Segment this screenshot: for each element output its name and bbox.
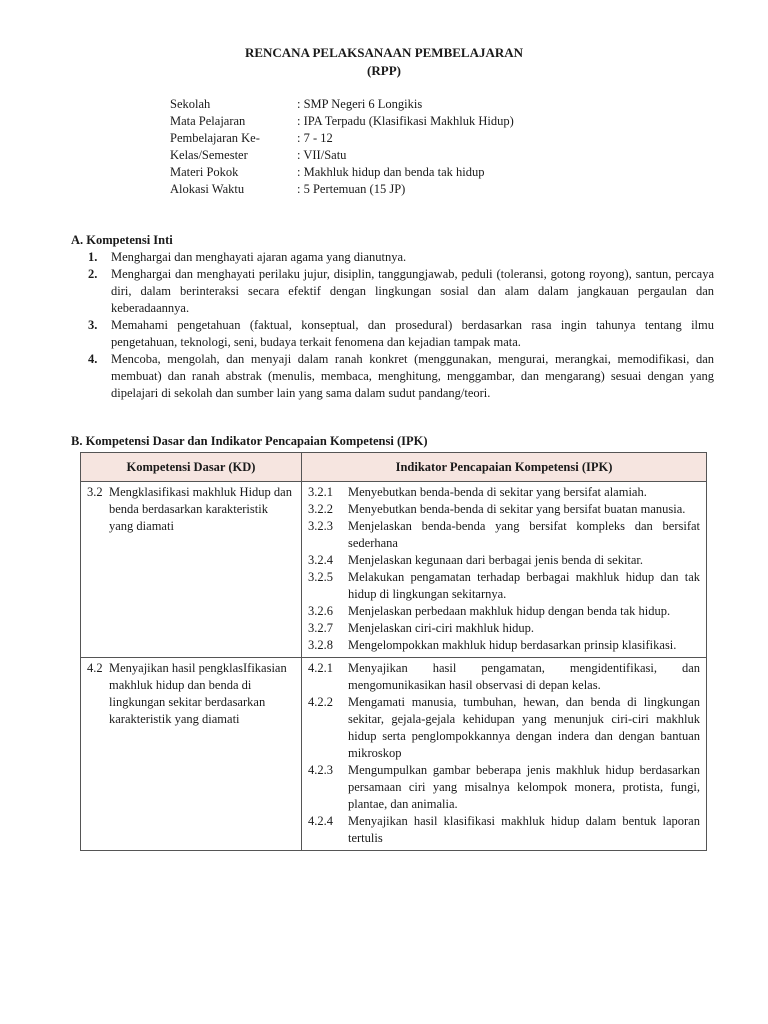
ipk-item — [308, 620, 700, 637]
ipk-item — [308, 660, 700, 694]
ipk-text: Menjelaskan ciri-ciri makhluk hidup. — [348, 621, 535, 635]
ipk-number: 4.2.2 — [308, 695, 333, 709]
list-item-number: 2. — [88, 267, 98, 281]
ipk-text: Mengamati manusia, tumbuhan, hewan, dan benda di lingkungan sekitar, gejala-gejala kehidupan yang menunjuk ciri-ciri makhluk hidup serta penglompokkannya dengan indera dan dengan bantuan mikroskop — [348, 695, 700, 760]
list-item-text: Menghargai dan menghayati perilaku jujur, disiplin, tanggungjawab, peduli (toleransi, gotong royong), santun, percaya diri, dalam berinteraksi secara efektif dengan lingkungan sosial dan alam dalam jangkauan pergaulan dan keberadaannya. — [111, 267, 714, 315]
identity-row — [170, 130, 514, 147]
ipk-item — [308, 694, 700, 762]
list-item-text: Menghargai dan menghayati ajaran agama yang dianutnya. — [111, 250, 407, 264]
table-row — [81, 658, 707, 851]
document-subtitle: (RPP) — [367, 63, 401, 78]
list-item — [88, 266, 714, 317]
kd-text: Mengklasifikasi makhluk Hidup dan benda berdasarkan karakteristik yang diamati — [109, 485, 292, 533]
kd-text: Menyajikan hasil pengklasIfikasian makhluk hidup dan benda di lingkungan sekitar berdasarkan karakteristik yang diamati — [109, 661, 287, 726]
identity-value: : SMP Negeri 6 Longikis — [297, 97, 423, 111]
identity-block — [170, 96, 514, 198]
ipk-number: 3.2.6 — [308, 604, 333, 618]
ipk-item — [308, 518, 700, 552]
ipk-number: 3.2.5 — [308, 570, 333, 584]
ipk-item — [308, 552, 700, 569]
list-item — [88, 317, 714, 351]
ipk-text: Menyajikan hasil klasifikasi makhluk hidup dalam bentuk laporan tertulis — [348, 814, 700, 845]
ipk-number: 3.2.8 — [308, 638, 333, 652]
identity-row — [170, 96, 514, 113]
ipk-text: Menjelaskan kegunaan dari berbagai jenis benda di sekitar. — [348, 553, 644, 567]
ipk-item — [308, 813, 700, 847]
identity-row — [170, 147, 514, 164]
identity-value: : 7 - 12 — [297, 131, 333, 145]
identity-label: Sekolah — [170, 97, 211, 111]
table-row — [81, 482, 707, 658]
list-item-number: 4. — [88, 352, 98, 366]
identity-label: Alokasi Waktu — [170, 182, 245, 196]
ipk-number: 4.2.1 — [308, 661, 333, 675]
list-item-text: Memahami pengetahuan (faktual, konseptual, dan prosedural) berdasarkan rasa ingin tahunya tentang ilmu pengetahuan, teknologi, seni, budaya terkait fenomena dan kejadian tampak mata. — [111, 318, 714, 349]
table-header-row — [81, 453, 707, 482]
ipk-text: Menjelaskan perbedaan makhluk hidup dengan benda tak hidup. — [348, 604, 671, 618]
column-header-kd: Kompetensi Dasar (KD) — [81, 453, 302, 482]
document-title: RENCANA PELAKSANAAN PEMBELAJARAN — [244, 45, 524, 60]
ipk-number: 3.2.3 — [308, 519, 333, 533]
identity-value: : Makhluk hidup dan benda tak hidup — [297, 165, 485, 179]
identity-row — [170, 164, 514, 181]
ipk-item — [308, 603, 700, 620]
identity-row — [170, 181, 514, 198]
identity-value: : IPA Terpadu (Klasifikasi Makhluk Hidup) — [297, 114, 514, 128]
identity-row — [170, 113, 514, 130]
identity-label: Materi Pokok — [170, 165, 239, 179]
ipk-text: Menjelaskan benda-benda yang bersifat kompleks dan bersifat sederhana — [348, 519, 700, 550]
ipk-number: 3.2.4 — [308, 553, 333, 567]
ipk-text: Menyebutkan benda-benda di sekitar yang bersifat alamiah. — [348, 485, 647, 499]
kd-ipk-table — [80, 452, 707, 851]
ipk-number: 3.2.1 — [308, 485, 333, 499]
kd-number: 3.2 — [87, 485, 103, 499]
kd-cell — [81, 482, 302, 658]
ipk-text: Menyebutkan benda-benda di sekitar yang bersifat buatan manusia. — [348, 502, 686, 516]
ipk-cell — [302, 658, 707, 851]
list-item — [88, 351, 714, 402]
identity-value: : 5 Pertemuan (15 JP) — [297, 182, 406, 196]
ipk-item — [308, 637, 700, 654]
identity-label: Kelas/Semester — [170, 148, 248, 162]
list-item-number: 3. — [88, 318, 98, 332]
ipk-number: 4.2.4 — [308, 814, 333, 828]
ipk-item — [308, 484, 700, 501]
section-b-heading: B. Kompetensi Dasar dan Indikator Pencapaian Kompetensi (IPK) — [71, 434, 428, 448]
column-header-ipk: Indikator Pencapaian Kompetensi (IPK) — [302, 453, 707, 482]
section-a-heading: A. Kompetensi Inti — [71, 233, 173, 247]
identity-value: : VII/Satu — [297, 148, 347, 162]
identity-label: Pembelajaran Ke- — [170, 131, 260, 145]
list-item-text: Mencoba, mengolah, dan menyaji dalam ranah konkret (menggunakan, mengurai, merangkai, memodifikasi, dan membuat) dan ranah abstrak (menulis, membaca, menghitung, menggambar, dan mengarang) sesuai dengan yang dipelajari di sekolah dan sumber lain yang sama dalam sudut pandang/teori. — [111, 352, 714, 400]
ipk-text: Menyajikan hasil pengamatan, mengidentifikasi, dan mengomunikasikan hasil observasi di depan kelas. — [348, 661, 700, 692]
kd-cell — [81, 658, 302, 851]
kd-number: 4.2 — [87, 661, 103, 675]
ipk-item — [308, 762, 700, 813]
ipk-number: 3.2.7 — [308, 621, 333, 635]
ipk-number: 4.2.3 — [308, 763, 333, 777]
ipk-item — [308, 501, 700, 518]
list-item-number: 1. — [88, 250, 98, 264]
ipk-number: 3.2.2 — [308, 502, 333, 516]
list-item — [88, 249, 714, 266]
kompetensi-inti-list — [88, 249, 714, 402]
identity-label: Mata Pelajaran — [170, 114, 246, 128]
ipk-cell — [302, 482, 707, 658]
ipk-item — [308, 569, 700, 603]
ipk-text: Melakukan pengamatan terhadap berbagai makhluk hidup dan tak hidup di lingkungan sekitarnya. — [348, 570, 700, 601]
ipk-text: Mengelompokkan makhluk hidup berdasarkan prinsip klasifikasi. — [348, 638, 677, 652]
ipk-text: Mengumpulkan gambar beberapa jenis makhluk hidup berdasarkan persamaan ciri yang misalnya kelompok monera, protista, fungi, plantae, dan animalia. — [348, 763, 700, 811]
